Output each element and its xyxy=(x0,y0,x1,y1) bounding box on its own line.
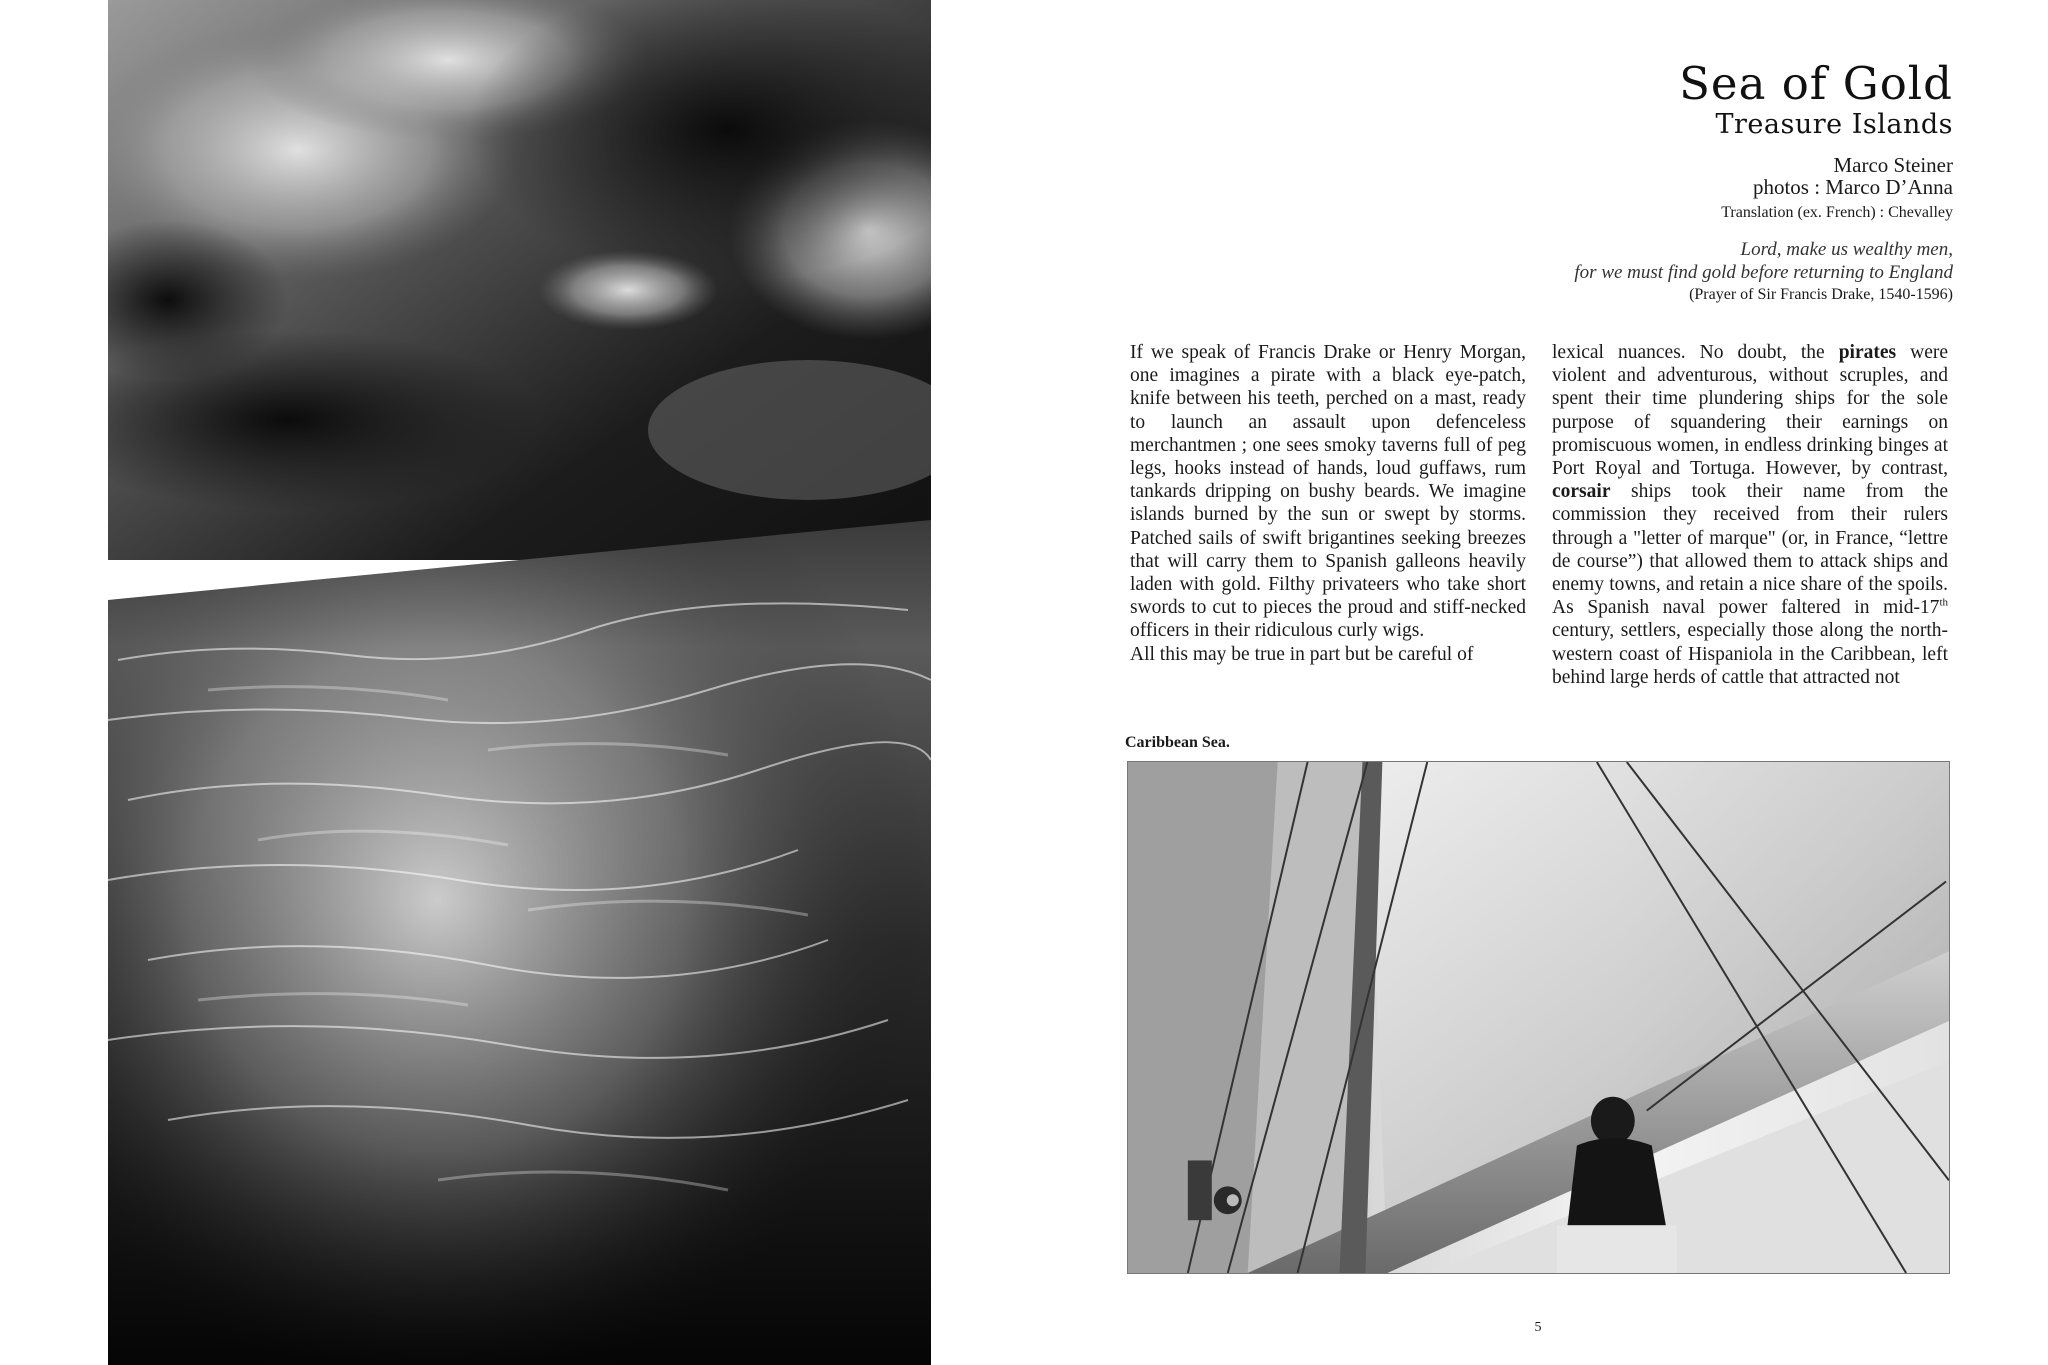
epigraph xyxy=(1253,238,1953,284)
sailboat-photo-graphic xyxy=(1128,762,1949,1273)
body-column-left xyxy=(1130,341,1526,713)
keyword-pirates: pirates xyxy=(1838,342,1897,363)
epigraph-line-1: Lord, make us wealthy men, xyxy=(1740,239,1953,260)
text-run: were violent and adventurous, without scruples, and spent their time plundering ships for the sole purpose of squandering their earnings on promiscuous women, in endless drinking binges at Port Royal and Tortuga. However, by contrast, xyxy=(1552,342,1948,480)
article-subtitle: Treasure Islands xyxy=(1715,109,1953,140)
body-column-right xyxy=(1552,341,1948,713)
body-paragraph: If we speak of Francis Drake or Henry Morgan, one imagines a pirate with a black eye-patch, knife between his teeth, perched on a mast, ready to launch an assault upon defenceless merchantmen ; one sees smoky taverns full of peg legs, hooks instead of hands, loud guffaws, rum tankards dripping on bushy beards. We imagine islands burned by the sun or swept by storms. Patched sails of swift brigantines seeking breezes that will carry them to Spanish galleons heavily laden with gold. Filthy privateers who take short swords to cut to pieces the proud and stiff-necked officers in their ridiculous curly wigs. xyxy=(1130,342,1526,642)
article-title: Sea of Gold xyxy=(1679,57,1953,110)
figure-caption: Caribbean Sea. xyxy=(1125,734,1230,751)
text-run: lexical nuances. No doubt, the xyxy=(1552,342,1839,363)
body-text xyxy=(1130,341,1948,713)
author-credit: Marco Steiner xyxy=(1833,153,1953,177)
body-paragraph: All this may be true in part but be careful of xyxy=(1130,643,1474,665)
sailboat-photo xyxy=(1127,761,1950,1274)
keyword-corsair: corsair xyxy=(1552,481,1611,503)
text-run: century, settlers, especially those along the north-western coast of Hispaniola in the Caribbean, left behind large herds of cattle that attracted not xyxy=(1552,620,1948,688)
epigraph-source: (Prayer of Sir Francis Drake, 1540-1596) xyxy=(1689,286,1953,303)
epigraph-line-2: for we must find gold before returning to England xyxy=(1574,262,1953,283)
page-number: 5 xyxy=(1534,1320,1542,1335)
photo-credit: photos : Marco D’Anna xyxy=(1752,175,1953,199)
body-paragraph xyxy=(1552,341,1948,689)
translation-credit: Translation (ex. French) : Chevalley xyxy=(1721,204,1953,221)
article-header xyxy=(1253,58,1953,306)
sea-photo xyxy=(108,0,931,1365)
sea-photo-graphic xyxy=(108,0,931,1365)
text-run: ships took their name from the commission they received from their rulers through a "letter of marque" (or, in France, “lettre de course”) that allowed them to attack ships and enemy towns, and retain a nice share of the spoils. As Spanish naval power faltered in mid-17 xyxy=(1552,481,1948,619)
ordinal-suffix: th xyxy=(1939,596,1948,609)
